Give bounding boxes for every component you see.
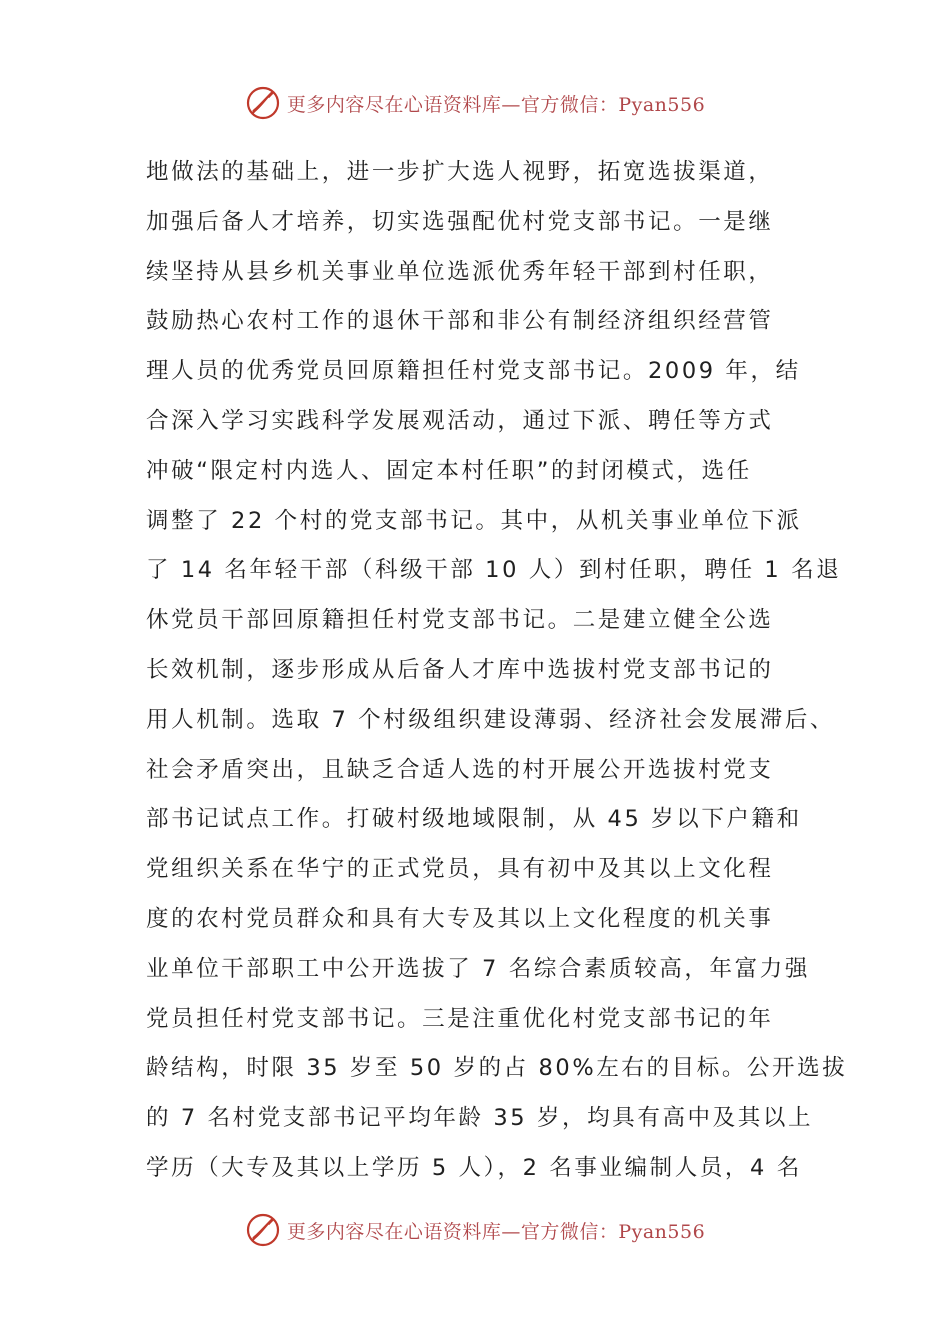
body-line-8: 调整了 22 个村的党支部书记。其中，从机关事业单位下派 (146, 507, 802, 534)
header-watermark-banner (0, 83, 950, 123)
document-body (146, 148, 846, 1194)
body-line-5: 理人员的优秀党员回原籍担任村党支部书记。2009 年，结 (146, 358, 801, 385)
body-line-21: 学历（大专及其以上学历 5 人），2 名事业编制人员，4 名 (146, 1154, 802, 1181)
pen-logo-icon (245, 1212, 281, 1248)
body-line-6: 合深入学习实践科学发展观活动，通过下派、聘任等方式 (146, 407, 774, 434)
body-line-19: 龄结构，时限 35 岁至 50 岁的占 80%左右的目标。公开选拔 (146, 1055, 848, 1082)
body-line-3: 续坚持从县乡机关事业单位选派优秀年轻干部到村任职， (146, 258, 774, 285)
body-line-18: 党员担任村党支部书记。三是注重优化村党支部书记的年 (146, 1005, 774, 1032)
body-line-9: 了 14 名年轻干部（科级干部 10 人）到村任职，聘任 1 名退 (146, 557, 842, 584)
footer-watermark-text: 更多内容尽在心语资料库—官方微信：Pyan556 (286, 1220, 706, 1243)
pen-logo-icon (245, 85, 281, 121)
header-watermark-text: 更多内容尽在心语资料库—官方微信：Pyan556 (286, 93, 706, 116)
body-line-14: 部书记试点工作。打破村级地域限制，从 45 岁以下户籍和 (146, 806, 802, 833)
body-line-11: 长效机制，逐步形成从后备人才库中选拔村党支部书记的 (146, 656, 774, 683)
body-line-15: 党组织关系在华宁的正式党员，具有初中及其以上文化程 (146, 856, 774, 883)
footer-watermark-banner (0, 1210, 950, 1250)
body-line-17: 业单位干部职工中公开选拔了 7 名综合素质较高，年富力强 (146, 955, 810, 982)
body-line-1: 地做法的基础上，进一步扩大选人视野，拓宽选拔渠道， (146, 159, 774, 185)
body-line-7: 冲破“限定村内选人、固定本村任职”的封闭模式，选任 (146, 457, 752, 484)
body-line-2: 加强后备人才培养，切实选强配优村党支部书记。一是继 (146, 208, 774, 235)
body-line-10: 休党员干部回原籍担任村党支部书记。二是建立健全公选 (146, 607, 774, 634)
body-line-12: 用人机制。选取 7 个村级组织建设薄弱、经济社会发展滞后、 (146, 706, 836, 733)
body-line-13: 社会矛盾突出，且缺乏合适人选的村开展公开选拔村党支 (146, 756, 774, 783)
body-line-16: 度的农村党员群众和具有大专及其以上文化程度的机关事 (146, 905, 774, 932)
body-line-20: 的 7 名村党支部书记平均年龄 35 岁，均具有高中及其以上 (146, 1105, 814, 1132)
body-line-4: 鼓励热心农村工作的退休干部和非公有制经济组织经营管 (146, 308, 774, 335)
